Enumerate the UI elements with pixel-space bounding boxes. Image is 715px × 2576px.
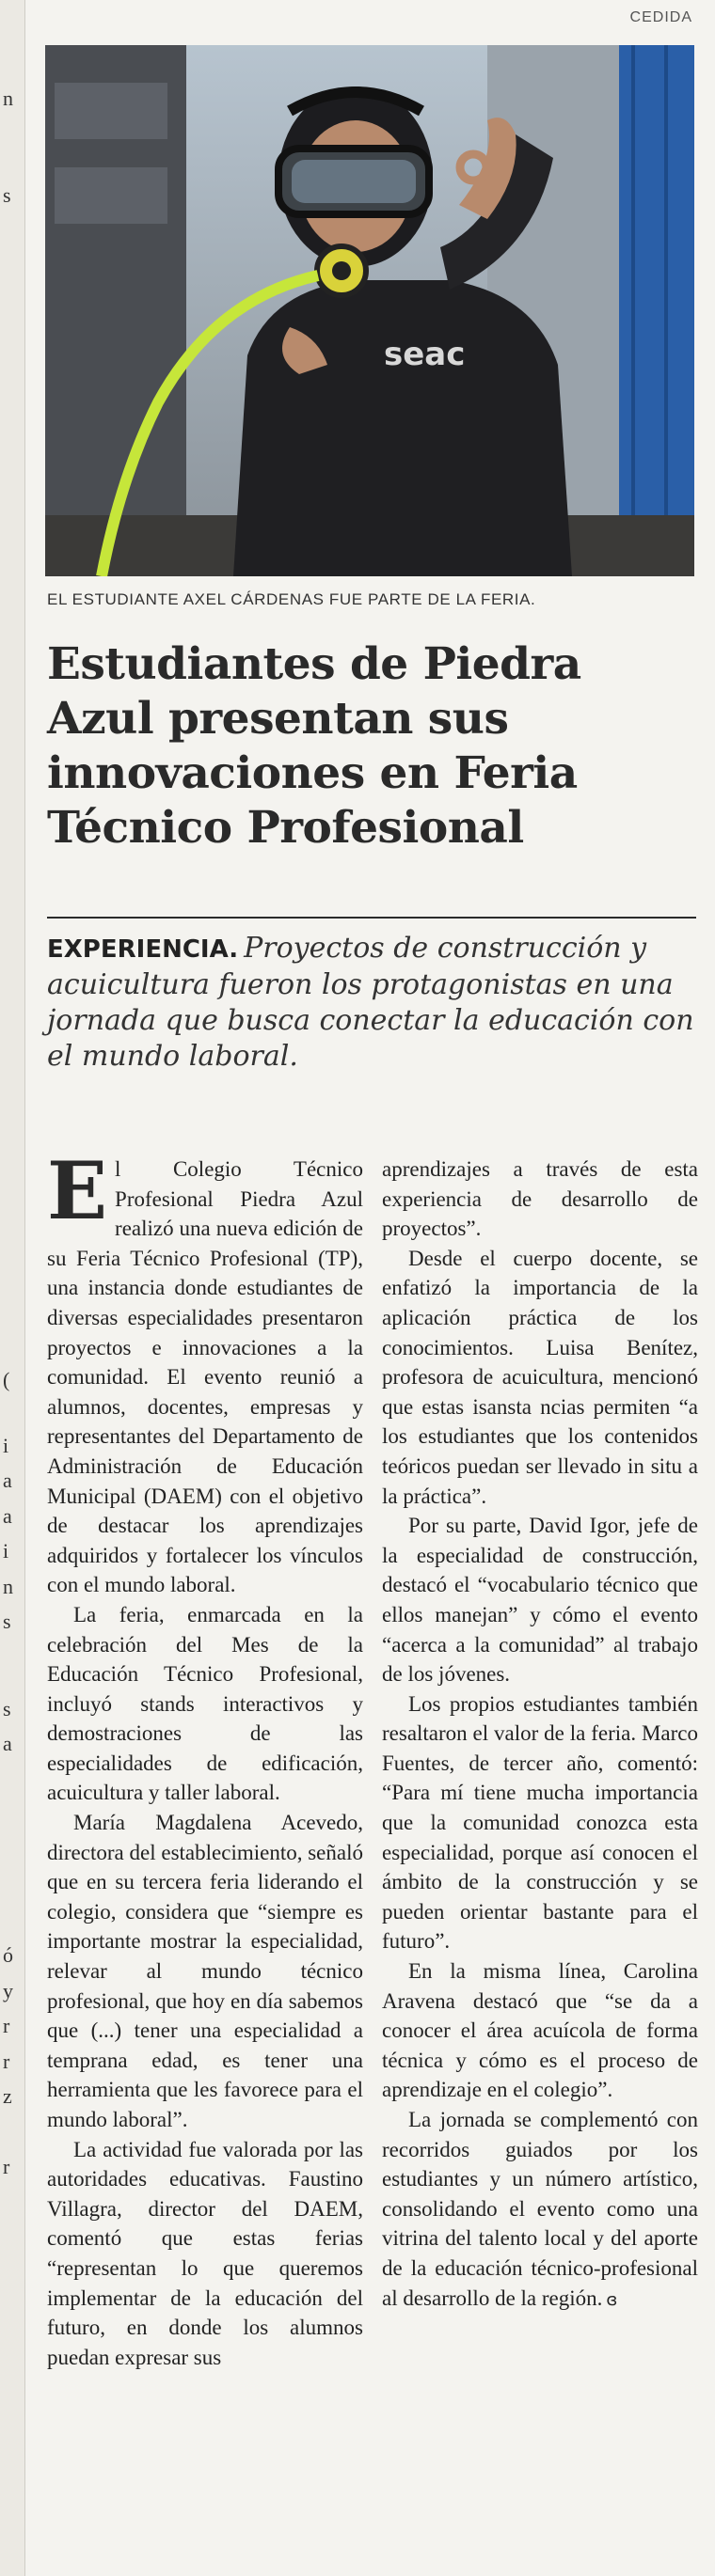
- blue-wall: [619, 45, 694, 576]
- body-paragraph: [47, 1144, 363, 1600]
- gutter-glyph: a: [3, 1504, 12, 1528]
- body-paragraph: La feria, enmarcada en la celebración del Mes de la Educación Técnico Profesional, incluyó stands interactivos y demostraciones de las especialidades de edificación, acuicultura y taller laboral.: [47, 1602, 363, 1805]
- photo-caption: EL ESTUDIANTE AXEL CÁRDENAS FUE PARTE DE LA FERIA.: [47, 590, 536, 608]
- gutter-glyph: i: [3, 1434, 9, 1457]
- lead-text: Proyectos de construcción y acuicultura fueron los protagonistas en una jornada que busca conectar la educación con el mundo laboral.: [47, 932, 694, 1073]
- photo-credit: CEDIDA: [629, 9, 692, 25]
- body-paragraph: En la misma línea, Carolina Aravena destacó que “se da a conocer el área acuícola de forma técnica y cómo es el proceso de aprendizaje en el colegio”.: [382, 1959, 698, 2102]
- gutter-glyph: z: [3, 2084, 12, 2108]
- end-mark-icon: ɞ: [606, 2289, 618, 2310]
- gutter-glyph: a: [3, 1469, 12, 1492]
- window-shape: [55, 167, 167, 224]
- paragraph-text: l Colegio Técnico Profesional Piedra Azul realizó una nueva edición de su Feria Técnico Profesional (TP), una instancia donde estudiantes de diversas especialidades presentaron proyectos e innovaciones a la comunidad. El evento reunió a alumnos, docentes, empresas y representantes del Departamento de Administración de Educación Municipal (DAEM) con el objetivo de destacar los aprendizajes adquiridos y fortalecer los vínculos con el mundo laboral.: [47, 1157, 363, 1597]
- mask-lens: [292, 160, 416, 203]
- body-paragraph: Los propios estudiantes también resaltaron el valor de la feria. Marco Fuentes, de tercer año, comentó: “Para mí tiene mucha importancia que la comunidad conozca esta especialidad, porque así conocen el ámbito de la construcción y se pueden orientar bastante para el futuro”.: [382, 1691, 698, 1954]
- gutter-glyph: ó: [3, 1943, 13, 1967]
- gutter-glyph: r: [3, 2155, 10, 2178]
- article-headline: Estudiantes de Piedra Azul presentan sus innovaciones en Feria Técnico Profesional: [47, 638, 581, 854]
- wetsuit-torso: [233, 280, 572, 576]
- gutter-glyph: s: [3, 183, 11, 207]
- body-column-2: [382, 1154, 698, 2315]
- gutter-glyph: n: [3, 1575, 13, 1598]
- article-photo: [45, 45, 694, 576]
- suit-brand-text: seac: [384, 336, 466, 373]
- gutter-glyph: r: [3, 2050, 10, 2073]
- headline-rule: [47, 917, 696, 919]
- body-paragraph: María Magdalena Acevedo, directora del establecimiento, señaló que en su tercera feria liderando el colegio, considera que “siempre es importante mostrar la especialidad, relevar al mundo técnico profesional, que hoy en día sabemos que (...) tener una especialidad a temprana edad, es tener una herramienta que les favorece para el mundo laboral”.: [47, 1811, 363, 2131]
- drop-cap: E: [47, 1144, 108, 1237]
- diver-illustration: [45, 45, 694, 576]
- article-lead: [47, 931, 696, 1075]
- paragraph-text: La jornada se complementó con recorridos guiados por los estudiantes y un número artístico, consolidando el evento como una vitrina del talento local y del aporte de la educación técnico-profesional al desarrollo de la región.: [382, 2108, 698, 2310]
- gutter-glyph: s: [3, 1610, 11, 1633]
- window-shape: [55, 83, 167, 139]
- body-paragraph: aprendizajes a través de esta experiencia de desarrollo de proyectos”.: [382, 1157, 698, 1241]
- lead-kicker: EXPERIENCIA.: [47, 935, 239, 964]
- regulator-center: [332, 261, 351, 280]
- gutter-glyph: (: [3, 1368, 10, 1391]
- gutter-glyph: a: [3, 1732, 12, 1755]
- body-paragraph: La actividad fue valorada por las autoridades educativas. Faustino Villagra, director del DAEM, comentó que estas ferias “representan lo que queremos implementar de la educación del futuro, en donde los alumnos puedan expresar sus: [47, 2137, 363, 2369]
- gutter-glyph: i: [3, 1539, 9, 1563]
- gutter-glyph: n: [3, 86, 13, 110]
- gutter-glyph: y: [3, 1979, 13, 2003]
- body-paragraph: Desde el cuerpo docente, se enfatizó la importancia de la aplicación práctica de los conocimientos. Luisa Benítez, profesora de acuicultura, mencionó que estas isansta ncias permiten “a los estudiantes que los contenidos teóricos puedan ser llevado in situ a la práctica”.: [382, 1246, 698, 1508]
- adjacent-page-edge: [0, 0, 25, 2576]
- gutter-glyph: s: [3, 1697, 11, 1720]
- gutter-glyph: r: [3, 2014, 10, 2037]
- body-paragraph: [382, 2105, 698, 2315]
- body-column-1: [47, 1144, 363, 2372]
- body-paragraph: Por su parte, David Igor, jefe de la especialidad de construcción, destacó el “vocabulario técnico que ellos manejan” y cómo el evento “acerca a la comunidad” al trabajo de los jóvenes.: [382, 1514, 698, 1687]
